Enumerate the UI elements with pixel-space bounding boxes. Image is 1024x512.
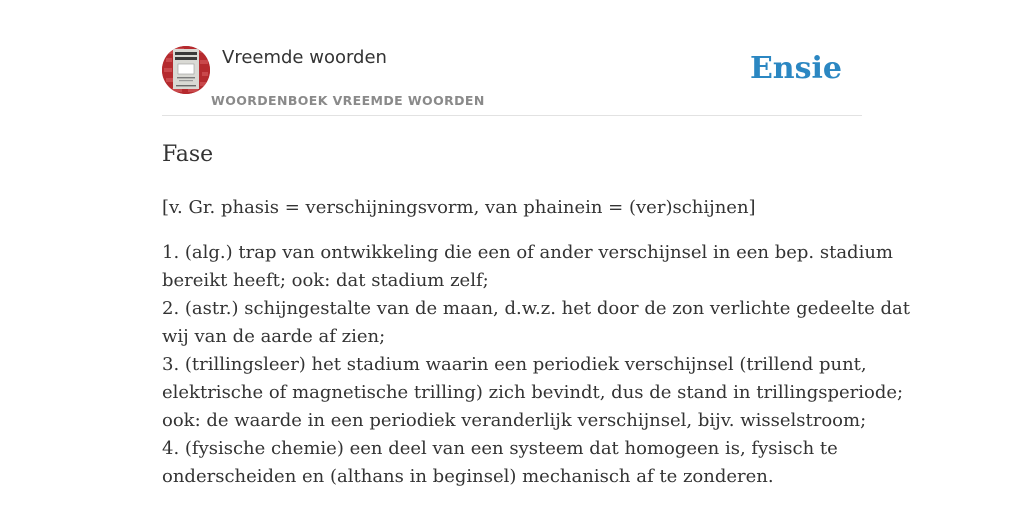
definition-line: 1. (alg.) trap van ontwikkeling die een of ander verschijnsel in een bep. stadium [162, 242, 893, 263]
source-header [162, 0, 862, 116]
entry-etymology: [v. Gr. phasis = verschijningsvorm, van phainein = (ver)schijnen] [162, 197, 756, 218]
source-subtitle: WOORDENBOEK VREEMDE WOORDEN [211, 93, 485, 108]
definition-line: ook: de waarde in een periodiek veranderlijk verschijnsel, bijv. wisselstroom; [162, 410, 867, 431]
source-title[interactable]: Vreemde woorden [222, 47, 387, 68]
definition-line: 4. (fysische chemie) een deel van een systeem dat homogeen is, fysisch te [162, 438, 838, 459]
definition-line: 3. (trillingsleer) het stadium waarin een periodiek verschijnsel (trillend punt, [162, 354, 867, 375]
source-avatar[interactable] [162, 46, 210, 94]
definition-line: elektrische of magnetische trilling) zich bevindt, dus de stand in trillingsperiode; [162, 382, 904, 403]
definition-line: wij van de aarde af zien; [162, 326, 386, 347]
entry-term: Fase [162, 142, 214, 167]
ensie-logo[interactable]: Ensie [749, 51, 842, 86]
entry-definition [162, 239, 910, 491]
page [162, 0, 910, 512]
book-cover-icon [162, 46, 210, 94]
definition-line: onderscheiden en (althans in beginsel) mechanisch af te zonderen. [162, 466, 774, 487]
definition-line: 2. (astr.) schijngestalte van de maan, d.w.z. het door de zon verlichte gedeelte dat [162, 298, 910, 319]
definition-line: bereikt heeft; ook: dat stadium zelf; [162, 270, 489, 291]
